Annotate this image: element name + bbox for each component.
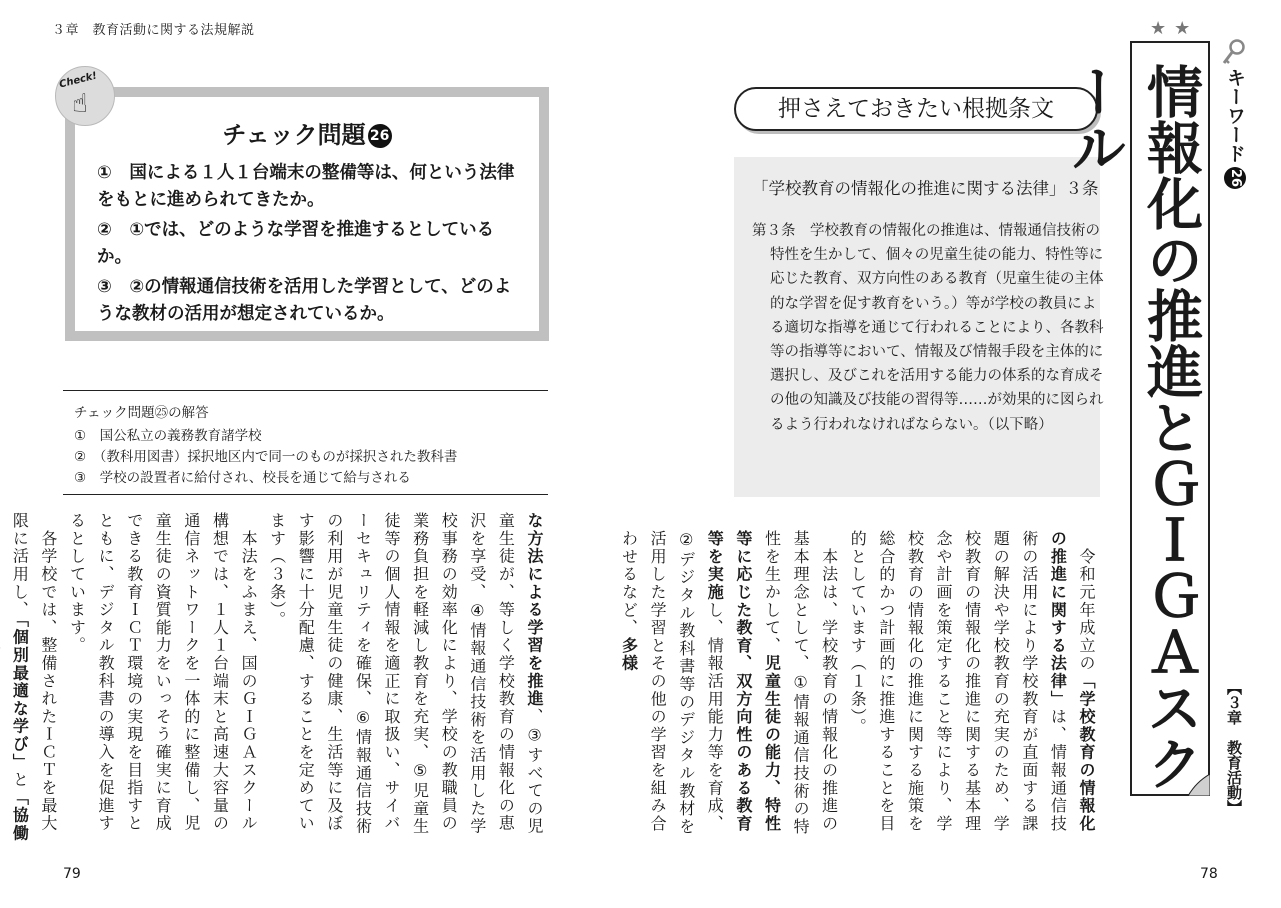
- check-number-badge: 26: [368, 124, 392, 148]
- pointing-hand-icon: ☝: [72, 89, 88, 119]
- question-3: ③ ②の情報通信技術を活用した学習として、どのような教材の活用が想定されているか。: [97, 277, 512, 324]
- keyword-title: 情報化の推進とＧＩＧＡスクール: [1062, 63, 1203, 791]
- question-1: ① 国による１人１台端末の整備等は、何という法律をもとに進められてきたか。: [97, 163, 515, 210]
- left-body-text: な方法による学習を推進、③すべての児童生徒が、等しく学校教育の情報化の恵沢を享受、④情報通信技術を活用した学校事務の効率化により、学校の教職員の業務負担を軽減し教育を充実、⑤児童生徒等の個人情報を適正に取扱い、サイバーセキュリティを確保、⑥情報通信技術の利用が児童生徒の健康、生活等に及ぼす影響に十分配慮、することを定めています（３条）。 本法をふまえ、国のＧＩＧＡスクール構想では、１人１台端末と高速大容量の通信ネットワークを一体的に整備し、児童生徒の資質能力をいっそう確実に育成できる教育ＩＣＴ環境の実現を目指すとともに、デジタル教科書の導入を促進するとしています。 各学校では、整備されたＩＣＴを最大限に活用し、「個別最適な学び」と「協働: [10, 512, 544, 843]
- answer-1: ① 国公私立の義務教育諸学校: [74, 428, 262, 444]
- check-badge-label: Check!: [58, 70, 99, 91]
- keyword-side-label: [1222, 68, 1249, 189]
- key-icon: [1219, 38, 1247, 66]
- law-article-text: 第３条 学校教育の情報化の推進は、情報通信技術の特性を生かして、個々の児童生徒の能力、特性等に応じた教育、双方向性のある教育（児童生徒の主体的な学習を促す教育をいう。）等が学校の教員による適切な指導を通じて行われることにより、各教科等の指導等において、情報及び情報手段を主体的に選択し、及びこれを活用する能力の体系的な育成その他の知識及び技能の習得等……が効果的に図られるよう行われなければならない。（以下略）: [752, 223, 1104, 433]
- question-2: ② ①では、どのような学習を推進するとしているか。: [97, 220, 495, 267]
- answer-bottom-rule: [63, 494, 548, 495]
- right-body-text: 令和元年成立の「学校教育の情報化の推進に関する法律」は、情報通信技術の活用により学校教育が直面する課題の解決や学校教育の充実のため、学校教育の情報化の推進に関する基本理念や計画を策定すること等により、学校教育の情報化の推進に関する施策を総合的かつ計画的に推進することを目的としています（１条）。 本法は、学校教育の情報化の推進の基本理念として、①情報通信技術の特性を生かして、児童生徒の能力、特性等に応じた教育、双方向性のある教育等を実施し、情報活用能力等を育成、②デジタル教科書等のデジタル教材を活用した学習とその他の学習を組み合わせるなど、多様: [619, 530, 1096, 836]
- chapter-header: ３章 教育活動に関する法規解説: [52, 23, 255, 38]
- law-title: 「学校教育の情報化の推進に関する法律」３条: [752, 179, 1099, 198]
- answer-3: ③ 学校の設置者に給付され、校長を通じて給与される: [74, 470, 411, 486]
- keyword-title-box: [1062, 41, 1210, 796]
- section-title-pill: 押さえておきたい根拠条文: [734, 87, 1098, 131]
- answer-title: チェック問題㉕の解答: [74, 405, 209, 421]
- check-badge: [55, 66, 115, 126]
- law-excerpt-box: [734, 157, 1104, 497]
- page-curl-icon: [1188, 774, 1210, 796]
- page-number-left: 79: [63, 866, 81, 882]
- difficulty-stars: ★★: [1150, 18, 1199, 39]
- check-question-title: [75, 115, 539, 150]
- check-question-box: [65, 87, 549, 341]
- keyword-number-badge: 26: [1224, 167, 1246, 189]
- answer-top-rule: [63, 390, 548, 391]
- check-title-text: チェック問題: [222, 121, 366, 149]
- chapter-side-tag: 【３章 教育活動】: [1225, 680, 1243, 815]
- page-number-right: 78: [1200, 866, 1218, 882]
- answer-2: ② （教科用図書）採択地区内で同一のものが採択された教科書: [74, 449, 458, 465]
- keyword-label: キーワード: [1224, 68, 1246, 163]
